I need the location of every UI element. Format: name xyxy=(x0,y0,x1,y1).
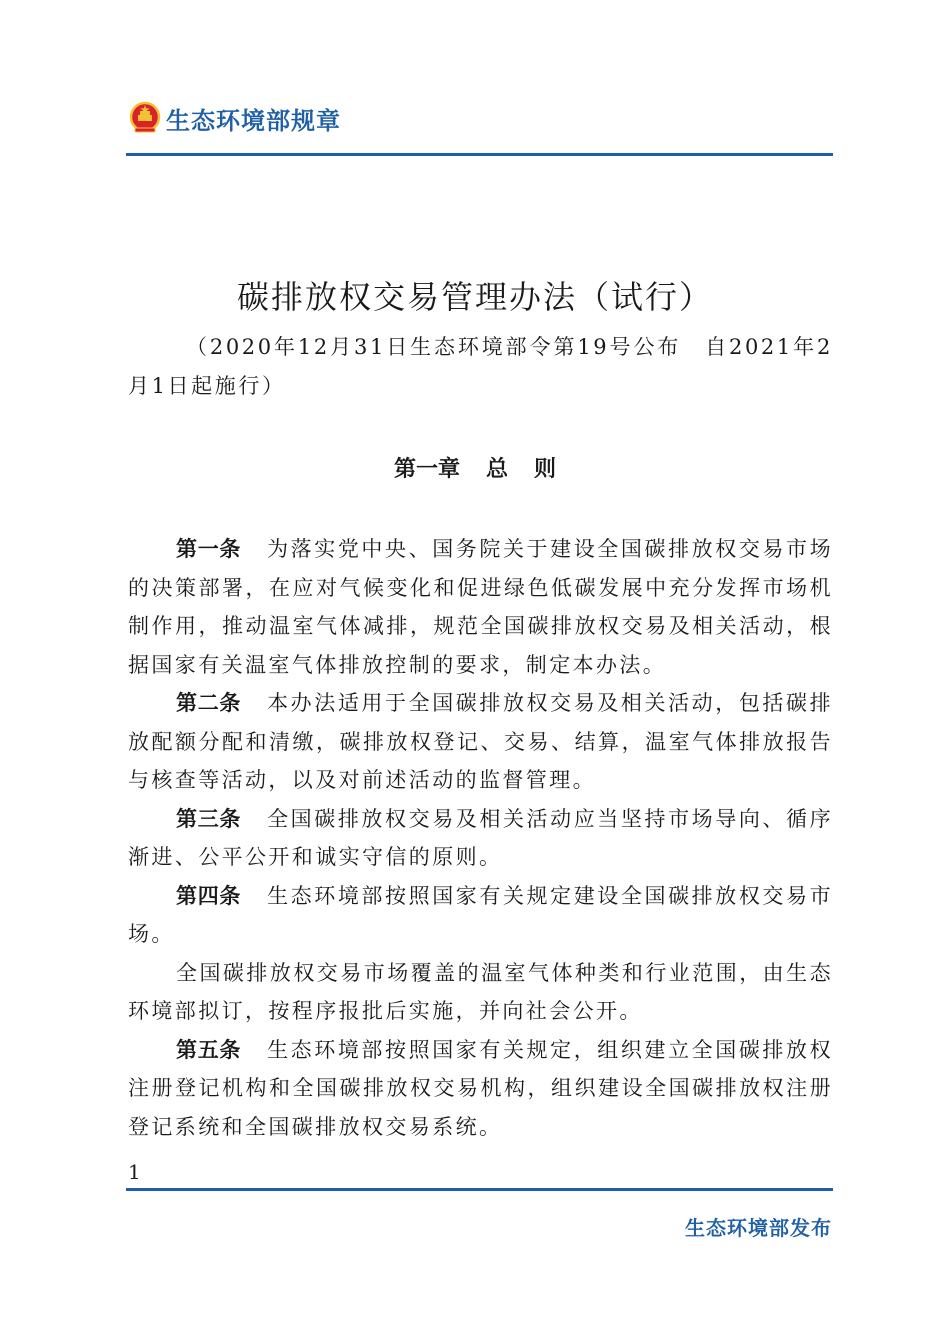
article-text: 生态环境部按照国家有关规定建设全国碳排放权交易市场。 xyxy=(128,883,834,946)
article-label: 第五条 xyxy=(176,1037,242,1062)
chapter-title-part2: 则 xyxy=(534,457,557,482)
national-emblem-icon xyxy=(128,101,162,135)
article-text: 全国碳排放权交易及相关活动应当坚持市场导向、循序渐进、公平公开和诚实守信的原则。 xyxy=(128,806,834,869)
article-paragraph xyxy=(128,1031,833,1147)
document-title: 碳排放权交易管理办法（试行） xyxy=(236,278,713,316)
chapter-title-part1: 总 xyxy=(485,457,508,482)
body-paragraph xyxy=(128,954,833,1031)
document-body xyxy=(128,530,833,1146)
article-label: 第四条 xyxy=(176,883,242,908)
paragraph-text: 全国碳排放权交易市场覆盖的温室气体种类和行业范围，由生态环境部拟订，按程序报批后实施，并向社会公开。 xyxy=(128,960,833,1023)
footer-publisher: 生态环境部发布 xyxy=(685,1216,832,1240)
chapter-number: 第一章 xyxy=(393,457,460,482)
article-paragraph xyxy=(128,530,833,684)
footer-divider xyxy=(126,1188,833,1191)
article-label: 第三条 xyxy=(176,806,242,831)
article-paragraph xyxy=(128,800,833,877)
page-header xyxy=(128,98,341,138)
page-number: 1 xyxy=(128,1160,141,1184)
article-text: 为落实党中央、国务院关于建设全国碳排放权交易市场的决策部署，在应对气候变化和促进绿色低碳发展中充分发挥市场机制作用，推动温室气体减排，规范全国碳排放权交易及相关活动，根据国家有关温室气体排放控制的要求，制定本办法。 xyxy=(128,537,834,677)
header-divider xyxy=(126,153,833,156)
article-text: 本办法适用于全国碳排放权交易及相关活动，包括碳排放配额分配和清缴，碳排放权登记、交易、结算，温室气体排放报告与核查等活动，以及对前述活动的监督管理。 xyxy=(128,691,834,792)
chapter-heading xyxy=(0,452,950,483)
article-paragraph xyxy=(128,877,833,954)
article-paragraph xyxy=(128,684,833,800)
article-label: 第一条 xyxy=(176,537,242,561)
article-text: 生态环境部按照国家有关规定，组织建立全国碳排放权注册登记机构和全国碳排放权交易机构，组织建设全国碳排放权注册登记系统和全国碳排放权交易系统。 xyxy=(128,1037,834,1139)
header-title: 生态环境部规章 xyxy=(166,106,341,135)
document-subtitle: （2020年12月31日生态环境部令第19号公布 自2021年2月1日起施行） xyxy=(128,335,833,398)
article-label: 第二条 xyxy=(176,691,242,715)
